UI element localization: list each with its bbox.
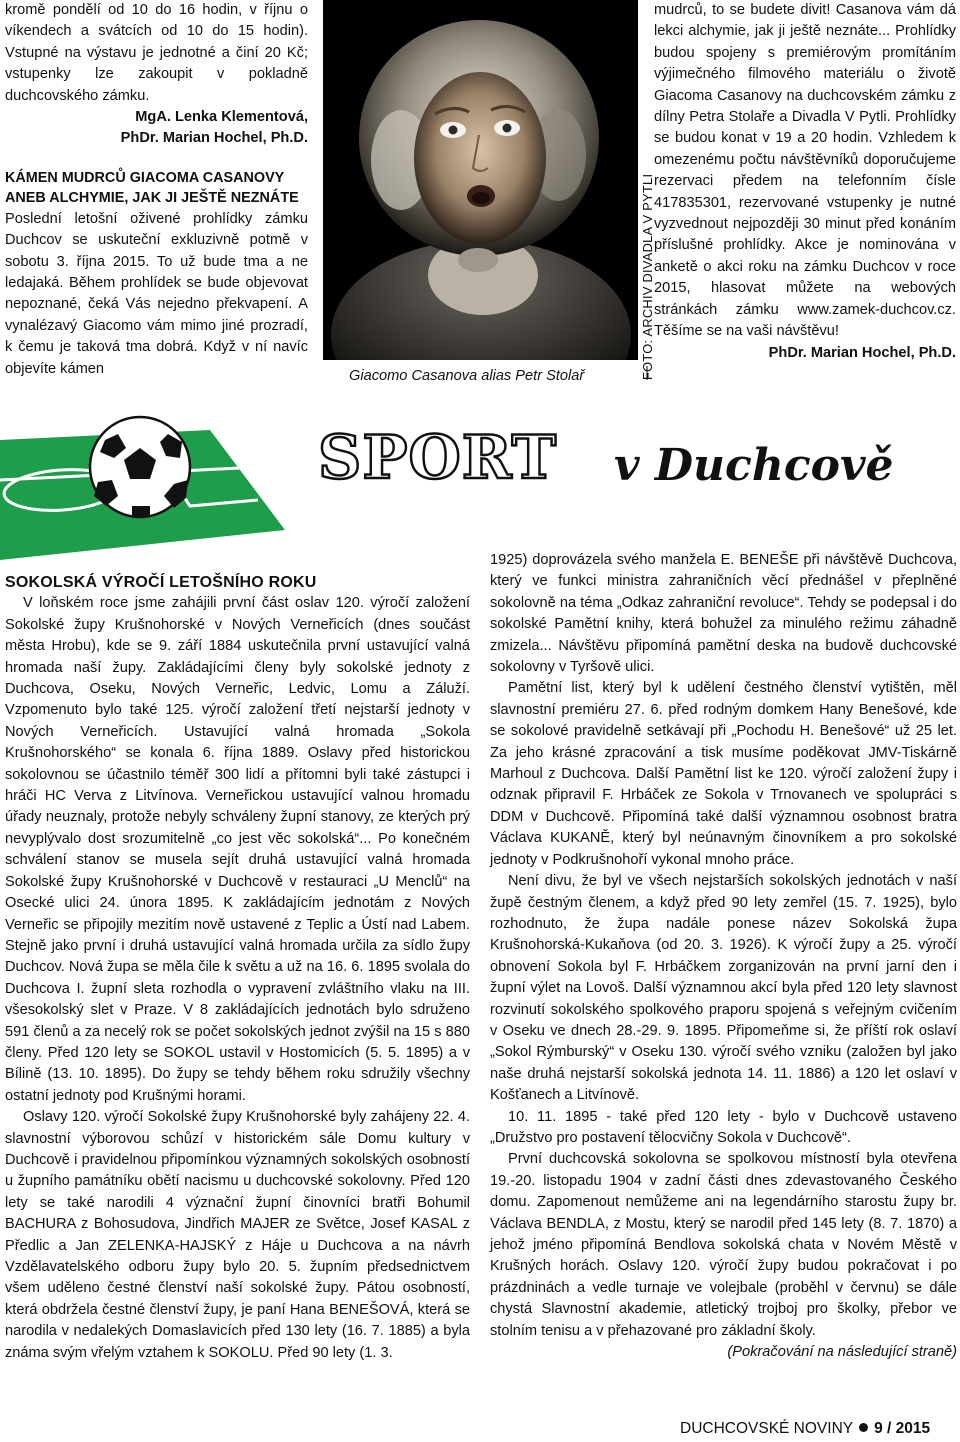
sokol-paragraph-2: Oslavy 120. výročí Sokolské župy Krušnohorské byly zahájeny 22. 4. slavnostní výborovou schůzí v historickém sále Domu kultury v Duchcově i pravidelnou připomínkou významných sokolských osobností u župního památníku obětí nacismu u duchcovské sokolovny. Před 120 lety se také narodili 4 význační župní činovníci bratři Bohumil BACHURA z Bohosudova, Jindřich MAJER ze Světce, Josef KASAL z Předlic a Jan ZELENKA-HAJSKÝ z Háje u Duchcova a na návrh Vzdělavatelského odboru župy bylo 20. 5. župním předsednictvem všem uděleno čestné členství naší sokolské župy. Pátou osobností, která obdržela čestné členství župy, je paní Hana BENEŠOVÁ, která se narodila v nedalekých Domaslavicích před 130 lety (16. 7. 1885) a byla známa svým vřelým vztahem k SOKOLU. Před 90 lety (1. 3. <box>5 1109 470 1361</box>
continued-note: (Pokračování na následující straně) <box>727 1344 957 1361</box>
newspaper-name: DUCHCOVSKÉ NOVINY <box>680 1420 854 1437</box>
signature-hochel-2: PhDr. Marian Hochel, Ph.D. <box>768 344 956 361</box>
sokol-paragraph-3: 1925) doprovázela svého manžela E. BENEŠE při návštěvě Duchcova, který ve funkci ministra zahraničních věcí přednášel v přeplněné sokolovně na téma „Odkaz zahraniční revoluce“. Tehdy se podepsal i do sokolské Pamětní knihy, která bohužel za minulého režimu záhadně zmizela... Návštěvu připomíná pamětní deska na budově duchcovské sokolovny v Tyršově ulici. <box>490 552 957 676</box>
actor-portrait-image <box>323 0 638 360</box>
bullet-icon <box>859 1423 868 1432</box>
sokol-left-column <box>5 572 470 1364</box>
casanova-body-left: Poslední letošní oživené prohlídky zámku Duchcov se uskuteční exkluzivně potmě v sobotu 3. října 2015. To už bude tma a ne ledajaká. Během prohlídek se bude objevovat nepoznané, čeká Vás nejedno překvapení. A vynalézavý Giacomo vám mimo jiné prozradí, k čemu je taková tma dobrá. Když v ní navíc objevíte kámen <box>5 210 308 377</box>
sokol-paragraph-6: 10. 11. 1895 - také před 120 lety - bylo v Duchcově ustaveno „Družstvo pro postavení tělocvičny Sokola v Duchcově“. <box>490 1108 957 1146</box>
football-icon <box>90 417 190 517</box>
casanova-body-right: mudrců, to se budete divit! Casanova vám dá lekci alchymie, jak ji ještě neznáte... Prohlídky budou spojeny s premiérovým promítáním výjimečného filmového materiálu o životě Giacoma Casanovy na duchcovském zámku z dílny Petra Stolaře a Divadla V Pytli. Prohlídky se budou konat v 19 a 20 hodin. Vzhledem k omezenému počtu návštěvníků doporučujeme rezervaci předem na telefonním čísle 417835301, rezervované vstupenky je nutné vyzvednout nejpozději 30 minut před konáním příslušné prohlídky. Akce je nominována v anketě o akci roku na zámku Duchcov v roce 2015, hlasovat můžete na webových stránkách zámku www.zamek-duchcov.cz. Těšíme se na vaši návštěvu! <box>654 2 956 340</box>
exhibition-info: kromě pondělí od 10 do 16 hodin, v říjnu o víkendech a svátcích od 10 do 15 hodin). Vstupné na výstavu je jednotné a činí 20 Kč; vstupenky lze zakoupit v pokladně duchcovského zámku. <box>5 2 308 104</box>
sport-title: SPORT <box>318 423 558 493</box>
page-number: 9 / 2015 <box>874 1420 931 1437</box>
casanova-heading: KÁMEN MUDRCŮ GIACOMA CASANOVY ANEB ALCHYMIE, JAK JI JEŠTĚ NEZNÁTE <box>5 169 299 207</box>
sokol-heading: SOKOLSKÁ VÝROČÍ LETOŠNÍHO ROKU <box>5 574 317 591</box>
sokol-paragraph-5: Není divu, že byl ve všech nejstarších sokolských jednotách v naší župě čestným členem, a když před 90 lety zemřel (15. 7. 1925), bylo rozhodnuto, že župa nadále ponese název Sokolská župa Krušnohorská-Kukaňova (od 20. 3. 1926). K výročí župy a 25. výročí obnovení Sokola byl F. Hrbáčkem zorganizován na první jarní den i župní výlet na Lovoš. Další významnou akcí byla před 120 lety slavnost rozvinutí sokolského spolkového praporu spojená s veřejným cvičením v Oseku ve dnech 28.-29. 9. 1895. Připomeňme si, že příští rok oslaví „Sokol Rýmburský“ v Oseku 130. výročí svého vzniku (založen byl jako naše druhá nejstarší sokolská jednota 14. 11. 1886) a 120 let oslaví v Košťanech a Litvínově. <box>490 873 957 1104</box>
casanova-photo <box>323 0 638 360</box>
page-footer <box>680 1420 930 1438</box>
sokol-paragraph-7: První duchcovská sokolovna se spolkovou místností byla otevřena 19.-20. listopadu 1904 v zadní části dnes zdevastovaného Českého domu. Zapomenout nemůžeme ani na legendárního starostu župy br. Václava BENDLA, z Mostu, který se narodil před 145 lety (8. 7. 1870) a jehož jméno připomíná Bendlova sokolská chata v Novém Městě v Krušných horách. Oslavy 120. výročí župy budou pokračovat i po prázdninách a vedle turnaje ve volejbale (proběhl v červnu) se dále chystá Slavnostní akademie, atletický trojboj pro školky, přebor ve stolním tenisu a v přehazované pro základní školy. <box>490 1151 957 1339</box>
signature-klementova: MgA. Lenka Klementová, <box>135 109 308 126</box>
photo-caption: Giacomo Casanova alias Petr Stolař <box>349 368 585 384</box>
sokol-right-column <box>490 550 957 1363</box>
photo-credit-wrapper <box>640 0 654 382</box>
signature-hochel: PhDr. Marian Hochel, Ph.D. <box>120 130 308 147</box>
sport-banner <box>0 410 960 560</box>
photo-credit: FOTO: ARCHIV DIVADLA V PYTLI <box>640 173 655 380</box>
top-left-column <box>5 0 308 380</box>
credit-rule <box>640 366 656 380</box>
top-right-column <box>654 0 956 364</box>
sokol-paragraph-4: Pamětní list, který byl k udělení čestného členství vytištěn, měl slavnostní premiéru 27. 6. před rodným domkem Hany Benešové, kde se sokolové pravidelně setkávají při „Pochodu H. Benešové“ už 25 let. Za jeho krásné zpracování a tisk musíme poděkovat JMV-Tiskárně Marhoul z Duchcova. Další Pamětní list ke 120. výročí založení župy i odznak připravil F. Hrbáček ze Sokola v Trnovanech ve spolupráci s DDM v Duchcově. Připomíná také další významnou osobnost bratra Václava KUKANĚ, který byl neúnavným činovníkem a pro sokolské jednoty v Podkrušnohoří vykonal mnoho práce. <box>490 680 957 868</box>
sokol-paragraph-1: V loňském roce jsme zahájili první část oslav 120. výročí založení Sokolské župy Krušnohorské v Nových Verneřicích (dnes součást města Hrobu), kde se 9. září 1884 uskutečnila první ustavující valná hromada naší župy. Zakládajícími členy byly sokolské jednoty z Duchcova, Oseku, Nových Verneřic, Ledvic, Lomu a Záluží. Vzpomenuto bylo také 125. výročí založení třetí nejstarší jednoty v Nových Verneřicích. Ustavující valná hromada „Sokola Krušnohorského“ se konala 6. října 1889. Oslavy před historickou sokolovnou se účastnilo téměř 300 lidí a přítomni byli také zástupci i hráči HC Verva z Litvínova. Verneřickou ustavující valnou hromadu úřady neuznaly, protože nebyly schváleny župní stanovy, ze kterých prý nevyplývalo dost srozumitelně „co jest věc sokolská“... Po konečném schválení stanov se musela sejít druhá ustavující valná hromada Sokolské župy Krušnohorské v Duchcově v restauraci „U Menclů“ na Osecké ulici 24. února 1895. K zakládajícím jednotám z Nových Verneřic se připojily mezitím nově ustavené z Teplic a Ústí nad Labem. Stejně jako první i druhá ustavující valná hromada určila za sídlo župy Duchcov. Nová župa se měla čile k světu a už na 16. 6. 1895 svolala do Duchcova I. župní sleta rozhodla o vypravení zvláštního vlaku na III. všesokolský slet v Praze. V 8 zakládajících jednotách bylo sdruženo 591 členů a za necelý rok se počet sokolských jednot zvýšil na 15 s 880 členy. Před 120 lety se SOKOL ustavil v Hostomicích (5. 5. 1895) a v Bílině (13. 10. 1895). Do župy se tehdy během roku sdružily všechny ostatní jednoty pod Krušnými horami. <box>5 595 470 1104</box>
sport-subtitle: v Duchcově <box>614 440 894 491</box>
